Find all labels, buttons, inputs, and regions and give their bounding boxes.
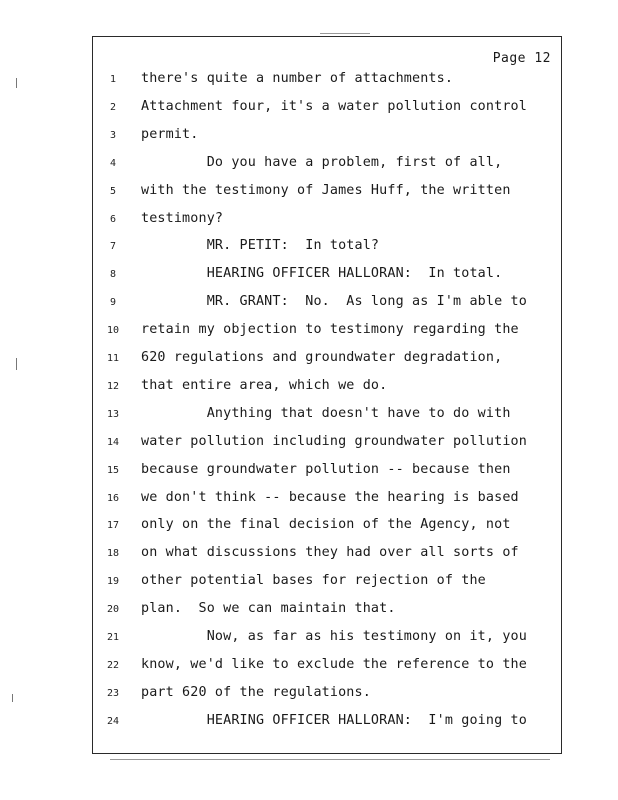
transcript-line (93, 350, 563, 370)
line-text: with the testimony of James Huff, the written (141, 182, 511, 198)
line-text: plan. So we can maintain that. (141, 601, 396, 617)
line-number: 10 (106, 325, 120, 337)
transcript-line (93, 490, 563, 510)
transcript-line (93, 713, 563, 733)
line-number: 17 (106, 520, 120, 532)
line-number: 5 (109, 185, 117, 197)
line-text: because groundwater pollution -- because then (141, 461, 511, 477)
transcript-line (93, 462, 563, 482)
transcript-line (93, 406, 563, 426)
transcript-line (93, 378, 563, 398)
line-number: 9 (109, 297, 117, 309)
line-number: 19 (106, 576, 120, 588)
transcript-line (93, 155, 563, 175)
line-text: part 620 of the regulations. (141, 684, 371, 700)
transcript-line (93, 266, 563, 286)
transcript-line (93, 322, 563, 342)
line-number: 20 (106, 604, 120, 616)
line-text: MR. PETIT: In total? (141, 238, 380, 254)
line-number: 1 (109, 74, 117, 85)
transcript-line (93, 99, 563, 119)
line-number: 7 (109, 241, 117, 253)
line-text: permit. (141, 126, 199, 142)
scan-artifact (320, 33, 370, 34)
transcript-line (93, 183, 563, 203)
transcript-line (93, 573, 563, 593)
transcript-line (93, 629, 563, 649)
line-text: water pollution including groundwater pollution (141, 433, 527, 449)
margin-mark (12, 694, 13, 702)
line-number: 22 (106, 659, 120, 671)
line-text: Anything that doesn't have to do with (141, 405, 511, 421)
line-number: 24 (106, 715, 120, 727)
line-number: 15 (106, 464, 120, 476)
transcript-page (92, 36, 562, 754)
margin-mark (16, 358, 17, 370)
line-number: 12 (106, 380, 120, 392)
line-number: 3 (109, 129, 117, 141)
line-number: 23 (106, 687, 120, 699)
line-number: 4 (109, 157, 117, 169)
line-number: 18 (106, 548, 120, 560)
transcript-line (93, 127, 563, 147)
line-number: 13 (106, 408, 120, 420)
line-text: retain my objection to testimony regarding the (141, 322, 519, 338)
page-number: Page 12 (492, 51, 551, 66)
line-number: 8 (109, 269, 117, 281)
line-text: only on the final decision of the Agency, not (141, 517, 511, 533)
line-text: other potential bases for rejection of the (141, 573, 486, 589)
line-text: on what discussions they had over all sorts of (141, 545, 519, 561)
transcript-line (93, 685, 563, 705)
line-number: 14 (106, 436, 120, 448)
transcript-line (93, 657, 563, 677)
margin-mark (16, 78, 17, 88)
scan-artifact (110, 759, 550, 760)
line-number: 21 (106, 632, 120, 643)
line-text: know, we'd like to exclude the reference to the (141, 656, 527, 672)
line-text: testimony? (141, 210, 224, 226)
transcript-line (93, 238, 563, 258)
line-number: 2 (109, 101, 117, 113)
transcript-line (93, 601, 563, 621)
line-number: 16 (106, 492, 120, 504)
line-text: HEARING OFFICER HALLORAN: I'm going to (141, 712, 527, 728)
transcript-line (93, 71, 563, 91)
transcript-line (93, 211, 563, 231)
line-text: 620 regulations and groundwater degradation, (141, 350, 503, 365)
transcript-line (93, 294, 563, 314)
transcript-line (93, 517, 563, 537)
line-text: there's quite a number of attachments. (141, 71, 454, 86)
line-text: that entire area, which we do. (141, 377, 388, 393)
line-text: we don't think -- because the hearing is based (141, 489, 519, 505)
line-number: 6 (109, 213, 117, 225)
line-text: Do you have a problem, first of all, (141, 154, 503, 170)
transcript-line (93, 545, 563, 565)
line-text: Attachment four, it's a water pollution control (141, 98, 527, 114)
line-text: HEARING OFFICER HALLORAN: In total. (141, 266, 503, 282)
line-text: Now, as far as his testimony on it, you (141, 629, 527, 644)
line-text: MR. GRANT: No. As long as I'm able to (141, 294, 527, 310)
transcript-line (93, 434, 563, 454)
line-number: 11 (106, 353, 120, 364)
